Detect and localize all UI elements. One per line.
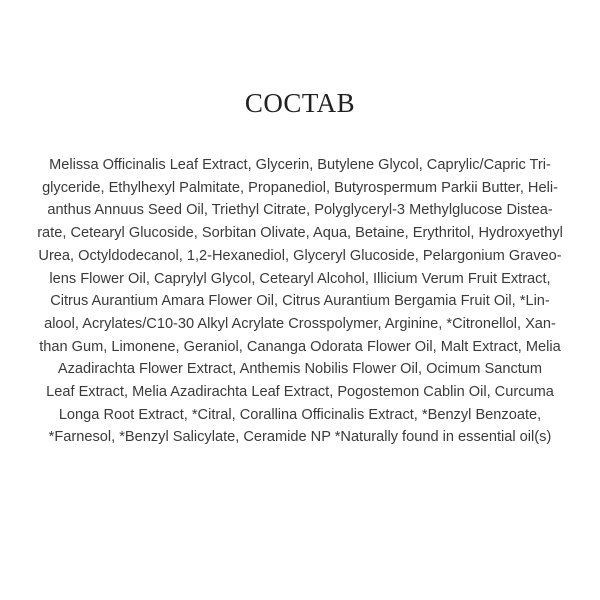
ingredients-list xyxy=(26,154,574,449)
ingredients-line: alool, Acrylates/C10-30 Alkyl Acrylate Crosspolymer, Arginine, *Citronellol, Xan- xyxy=(44,315,556,332)
ingredients-line: Urea, Octyldodecanol, 1,2-Hexanediol, Glyceryl Glucoside, Pelargonium Graveo- xyxy=(38,247,562,264)
ingredients-line: *Farnesol, *Benzyl Salicylate, Ceramide NP *Naturally found in essential oil(s) xyxy=(48,429,552,446)
ingredients-line: rate, Cetearyl Glucoside, Sorbitan Olivate, Aqua, Betaine, Erythritol, Hydroxyethyl xyxy=(37,225,563,242)
product-title: COCTAB xyxy=(244,88,356,118)
ingredients-line: Longa Root Extract, *Citral, Corallina Officinalis Extract, *Benzyl Benzoate, xyxy=(58,406,542,423)
ingredients-line: than Gum, Limonene, Geraniol, Cananga Odorata Flower Oil, Malt Extract, Melia xyxy=(39,338,561,355)
ingredients-line: anthus Annuus Seed Oil, Triethyl Citrate, Polyglyceryl-3 Methylglucose Distea- xyxy=(47,202,553,219)
ingredients-line: Citrus Aurantium Amara Flower Oil, Citrus Aurantium Bergamia Fruit Oil, *Lin- xyxy=(50,293,550,310)
ingredients-line: Leaf Extract, Melia Azadirachta Leaf Extract, Pogostemon Cablin Oil, Curcuma xyxy=(46,384,554,401)
ingredients-line: lens Flower Oil, Caprylyl Glycol, Cetearyl Alcohol, Illicium Verum Fruit Extract, xyxy=(49,270,551,287)
ingredients-line: Melissa Officinalis Leaf Extract, Glycerin, Butylene Glycol, Caprylic/Capric Tri- xyxy=(49,157,551,173)
ingredients-line: glyceride, Ethylhexyl Palmitate, Propanediol, Butyrospermum Parkii Butter, Heli- xyxy=(42,179,558,196)
ingredients-line: Azadirachta Flower Extract, Anthemis Nobilis Flower Oil, Ocimum Sanctum xyxy=(57,361,543,378)
